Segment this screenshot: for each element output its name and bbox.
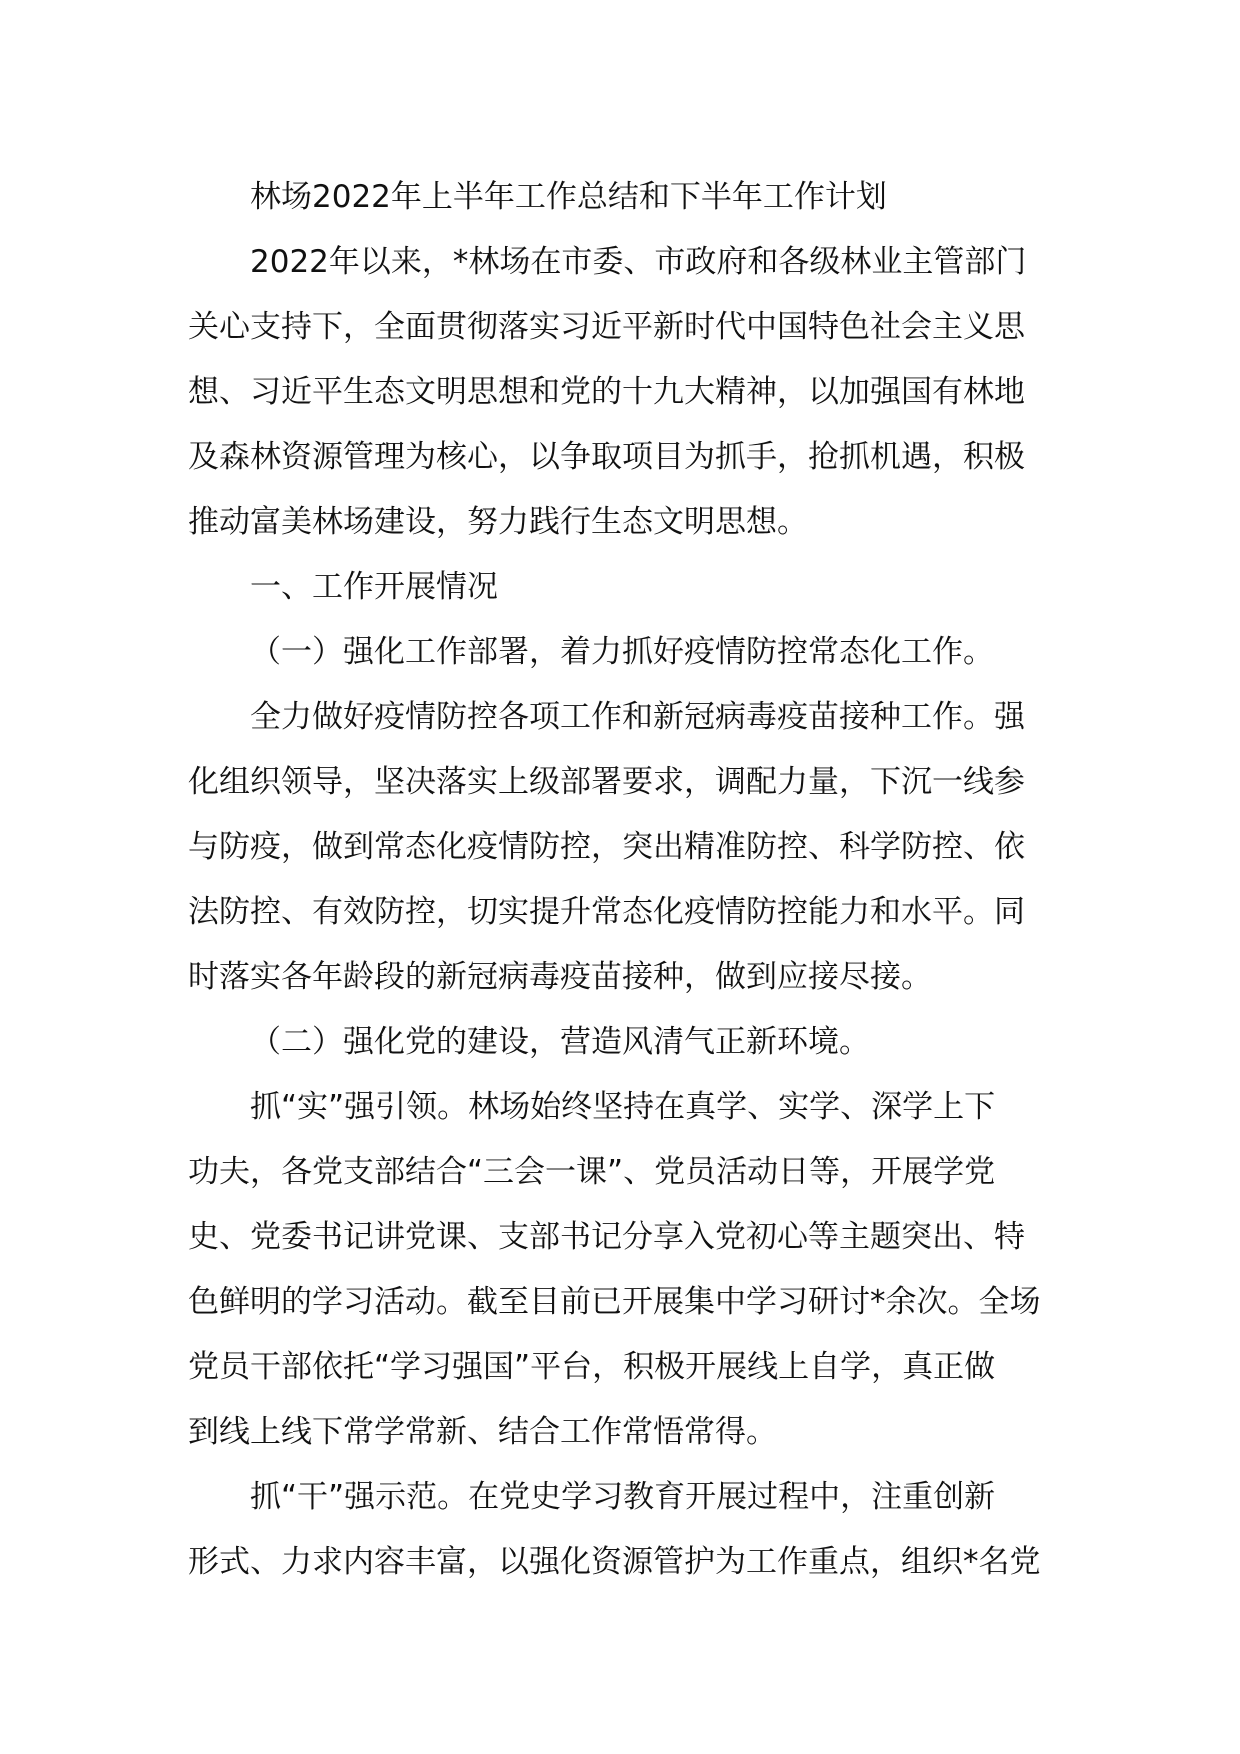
paragraph-line: 法防控、有效防控，切实提升常态化疫情防控能力和水平。同 <box>188 894 1025 930</box>
intro-line: 推动富美林场建设，努力践行生态文明思想。 <box>188 504 808 540</box>
subsection-2-paragraph-2 <box>188 1465 1058 1595</box>
intro-paragraph <box>188 230 1058 555</box>
subsection-2-paragraph-1 <box>188 1075 1058 1465</box>
subsection-heading-1: （一）强化工作部署，着力抓好疫情防控常态化工作。 <box>250 634 994 670</box>
paragraph-line: 与防疫，做到常态化疫情防控，突出精准防控、科学防控、依 <box>188 829 1025 865</box>
intro-line: 2022年以来，*林场在市委、市政府和各级林业主管部门 <box>250 244 1027 280</box>
paragraph-line: 全力做好疫情防控各项工作和新冠病毒疫苗接种工作。强 <box>250 699 1025 735</box>
document-title: 林场2022年上半年工作总结和下半年工作计划 <box>250 179 887 215</box>
paragraph-line: 史、党委书记讲党课、支部书记分享入党初心等主题突出、特 <box>188 1219 1025 1255</box>
intro-line: 关心支持下，全面贯彻落实习近平新时代中国特色社会主义思 <box>188 309 1025 345</box>
subsection-heading-2: （二）强化党的建设，营造风清气正新环境。 <box>250 1024 870 1060</box>
section-heading-1: 一、工作开展情况 <box>250 569 498 605</box>
paragraph-line: 抓“实”强引领。林场始终坚持在真学、实学、深学上下 <box>250 1089 996 1125</box>
paragraph-line: 时落实各年龄段的新冠病毒疫苗接种，做到应接尽接。 <box>188 959 932 995</box>
paragraph-line: 功夫，各党支部结合“三会一课”、党员活动日等，开展学党 <box>188 1154 996 1190</box>
intro-line: 及森林资源管理为核心，以争取项目为抓手，抢抓机遇，积极 <box>188 439 1025 475</box>
subsection-1-paragraph <box>188 685 1058 1010</box>
paragraph-line: 化组织领导，坚决落实上级部署要求，调配力量，下沉一线参 <box>188 764 1025 800</box>
paragraph-line: 形式、力求内容丰富，以强化资源管护为工作重点，组织*名党 <box>188 1544 1041 1580</box>
intro-line: 想、习近平生态文明思想和党的十九大精神，以加强国有林地 <box>188 374 1025 410</box>
paragraph-line: 抓“干”强示范。在党史学习教育开展过程中，注重创新 <box>250 1479 996 1515</box>
paragraph-line: 到线上线下常学常新、结合工作常悟常得。 <box>188 1414 777 1450</box>
document-body <box>188 165 1058 1595</box>
paragraph-line: 党员干部依托“学习强国”平台，积极开展线上自学，真正做 <box>188 1349 996 1385</box>
paragraph-line: 色鲜明的学习活动。截至目前已开展集中学习研讨*余次。全场 <box>188 1284 1041 1320</box>
